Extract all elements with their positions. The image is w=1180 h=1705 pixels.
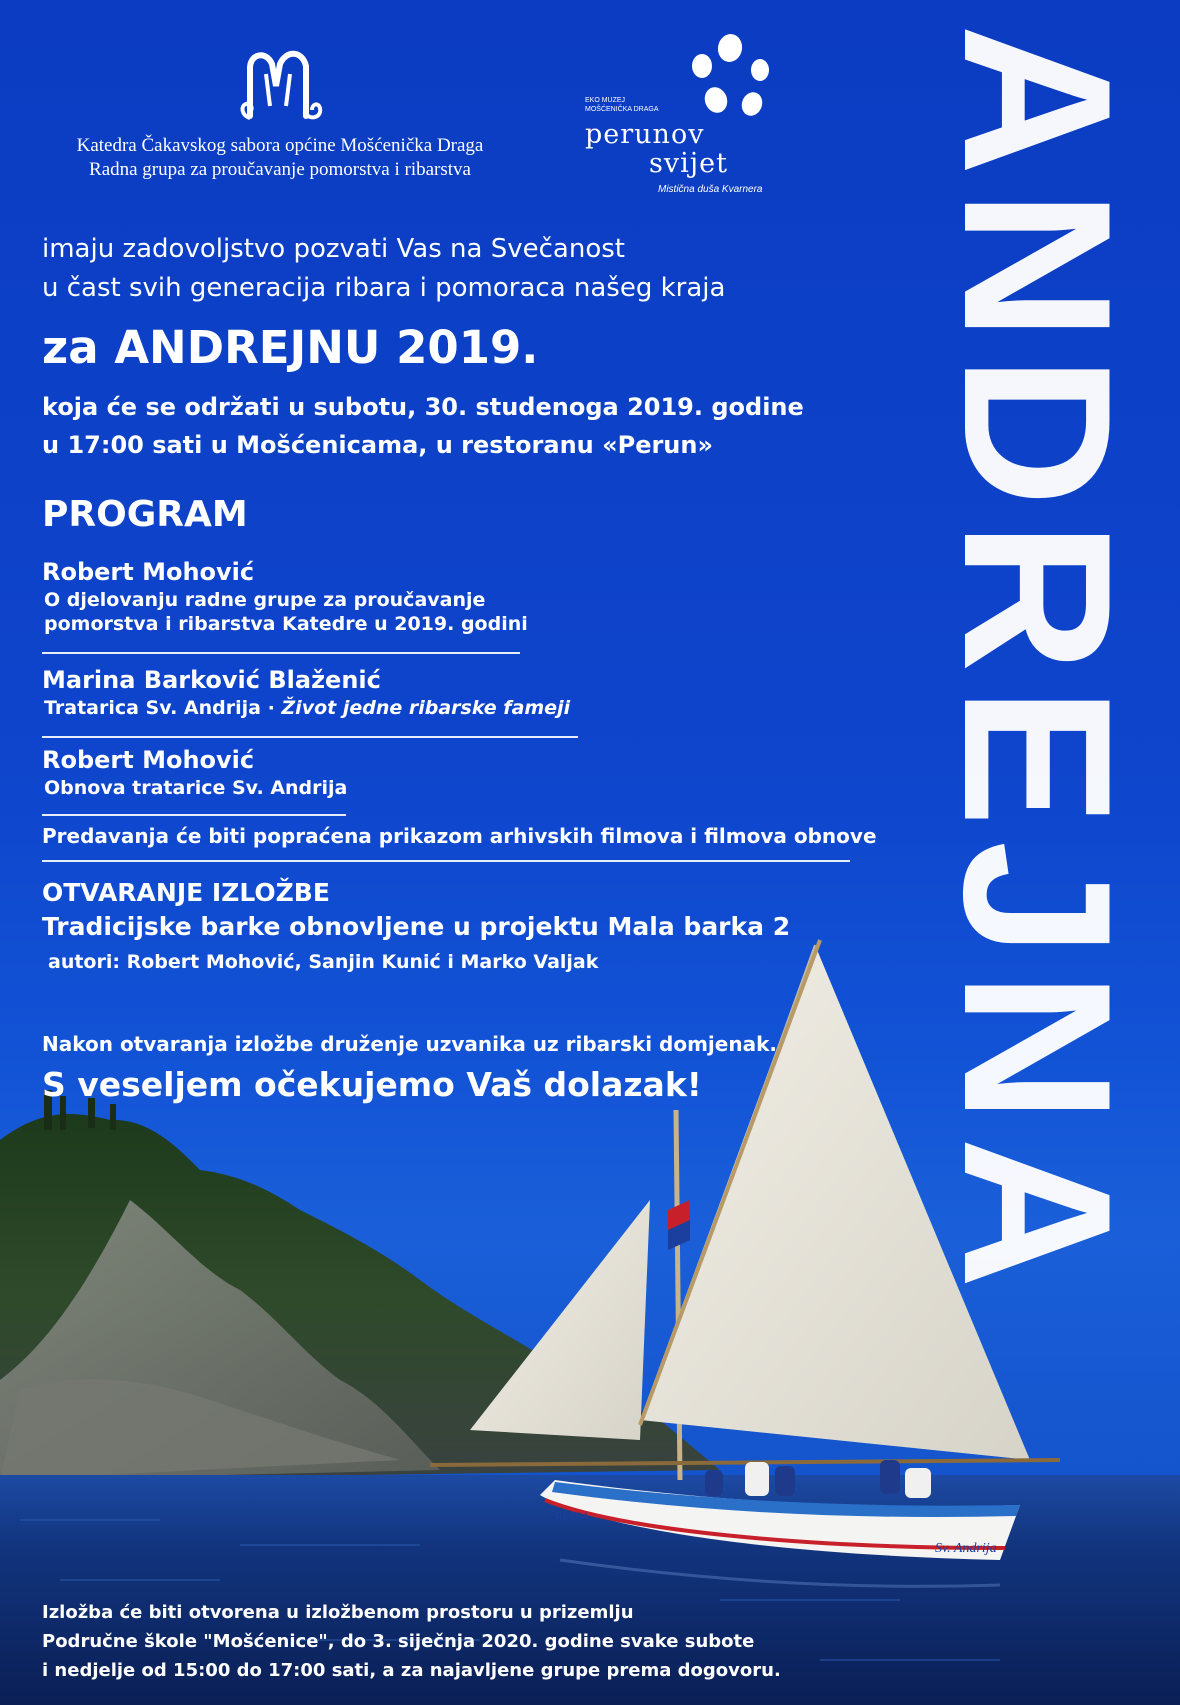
divider bbox=[42, 814, 346, 816]
details-line2: u 17:00 sati u Mošćenicama, u restoranu «Perun» bbox=[42, 431, 713, 459]
program-topic-line2: pomorstva i ribarstva Katedre u 2019. godini bbox=[44, 613, 528, 635]
divider bbox=[42, 736, 578, 738]
boat-registration: RI-664 bbox=[555, 1511, 589, 1523]
program-item bbox=[42, 556, 528, 636]
program-topic bbox=[42, 696, 570, 720]
details-line1: koja će se održati u subotu, 30. studenoga 2019. godine bbox=[42, 393, 804, 421]
invite-text bbox=[42, 230, 725, 308]
program-topic-line1: O djelovanju radne grupe za proučavanje bbox=[44, 589, 486, 611]
program-heading: PROGRAM bbox=[42, 494, 248, 535]
divider bbox=[42, 860, 850, 862]
event-details bbox=[42, 388, 804, 464]
program-topic-plain: Tratarica Sv. Andrija · bbox=[44, 697, 282, 719]
program-topic-line1: Obnova tratarice Sv. Andrija bbox=[44, 777, 348, 799]
lectures-note: Predavanja će biti popraćena prikazom arhivskih filmova i filmova obnove bbox=[42, 824, 877, 848]
perunov-name-line2: svijet bbox=[649, 148, 728, 179]
perunov-small-line1: EKO MUZEJ bbox=[585, 97, 626, 104]
closing-text: S veseljem očekujemo Vaš dolazak! bbox=[42, 1065, 702, 1104]
katedra-text bbox=[20, 134, 540, 182]
footer-line3: i nedjelje od 15:00 do 17:00 sati, a za najavljene grupe prema dogovoru. bbox=[42, 1660, 781, 1681]
boat-name: Sv. Andrija bbox=[935, 1541, 997, 1556]
invite-line2: u čast svih generacija ribara i pomoraca našeg kraja bbox=[42, 273, 726, 303]
program-item bbox=[42, 744, 347, 800]
katedra-line1: Katedra Čakavskog sabora općine Mošćenička Draga bbox=[76, 135, 484, 156]
program-speaker: Marina Barković Blaženić bbox=[42, 666, 381, 694]
perunov-name-line1: perunov bbox=[585, 119, 705, 150]
footer-note bbox=[42, 1598, 781, 1685]
perunov-name bbox=[585, 120, 728, 178]
exhibition-authors: autori: Robert Mohović, Sanjin Kunić i Marko Valjak bbox=[48, 951, 599, 973]
footer-line2: Područne škole "Mošćenice", do 3. siječnja 2020. godine svake subote bbox=[42, 1631, 755, 1652]
program-speaker: Robert Mohović bbox=[42, 746, 255, 774]
reception-text: Nakon otvaranja izložbe druženje uzvanika uz ribarski domjenak. bbox=[42, 1032, 777, 1056]
invite-line1: imaju zadovoljstvo pozvati Vas na Svečanost bbox=[42, 234, 625, 264]
footer-line1: Izložba će biti otvorena u izložbenom prostoru u prizemlju bbox=[42, 1602, 634, 1623]
perunov-small-text bbox=[585, 96, 659, 114]
vertical-title: ANDREJNA bbox=[920, 24, 1155, 1303]
perunov-emblem-icon bbox=[680, 30, 780, 120]
program-speaker: Robert Mohović bbox=[42, 558, 255, 586]
perunov-tagline: Mistična duša Kvarnera bbox=[658, 184, 763, 195]
exhibition-title: Tradicijske barke obnovljene u projektu Mala barka 2 bbox=[42, 912, 791, 941]
headline: za ANDREJNU 2019. bbox=[42, 321, 539, 374]
program-topic-italic: Život jedne ribarske fameji bbox=[281, 697, 571, 719]
divider bbox=[42, 652, 520, 654]
katedra-line2: Radna grupa za proučavanje pomorstva i ribarstva bbox=[89, 159, 471, 180]
perunov-small-line2: MOŠĆENIČKA DRAGA bbox=[585, 106, 659, 113]
exhibition-heading: OTVARANJE IZLOŽBE bbox=[42, 878, 330, 907]
program-item bbox=[42, 664, 570, 720]
katedra-logo-icon bbox=[236, 46, 330, 126]
